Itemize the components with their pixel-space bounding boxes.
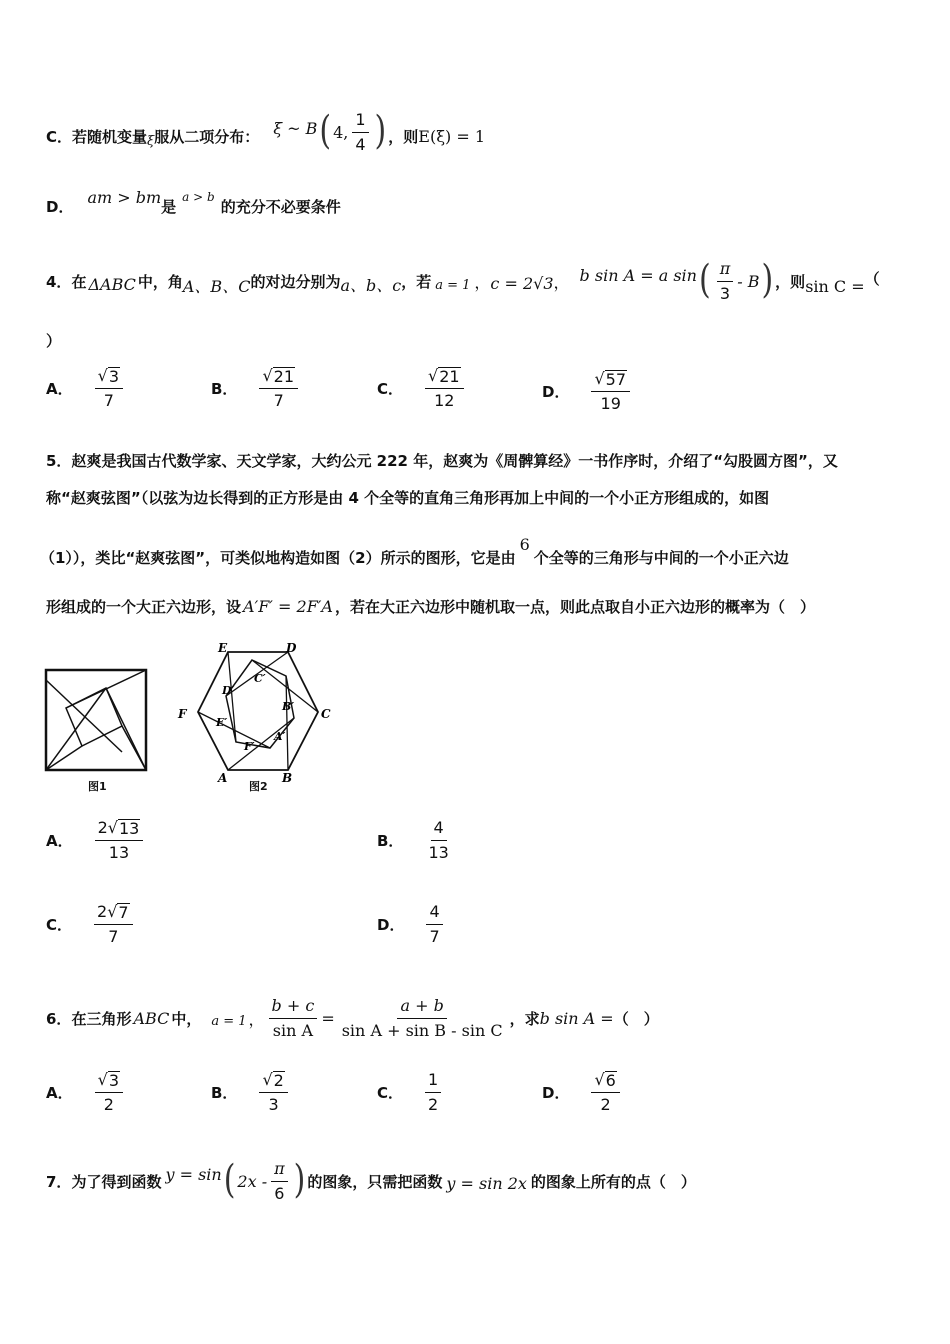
q4-option-b[interactable]: [211, 366, 302, 411]
param-p: [352, 110, 368, 155]
q4-option-d[interactable]: [542, 369, 634, 414]
frac-num: π: [271, 1159, 288, 1182]
label-c-prime: C′: [254, 672, 266, 685]
frac-num: 4: [431, 818, 447, 841]
text: 中，: [171, 1009, 202, 1028]
text: 个全等的三角形与中间的一个小正六边: [533, 548, 789, 567]
radicand: 3: [108, 1071, 119, 1090]
q3-option-d: [46, 186, 341, 226]
question-number: 6．: [46, 1009, 72, 1028]
text: ，则: [388, 127, 419, 146]
text: 的对边分别为: [250, 272, 341, 291]
param-n: 4,: [333, 122, 349, 142]
text: ，求: [509, 1009, 540, 1028]
a-value: a = 1: [435, 277, 471, 293]
radicand: 57: [605, 370, 627, 389]
label-b-prime: B′: [282, 700, 295, 713]
paren-right: ): [374, 108, 387, 155]
c-value: c = 2√3: [490, 273, 554, 293]
radicand: 7: [118, 903, 129, 922]
label-b: B: [282, 771, 293, 785]
paren-right: ): [761, 257, 774, 304]
q5-option-d[interactable]: [377, 902, 447, 947]
angles: A、B、C: [182, 276, 251, 296]
function-2: y = sin 2x: [446, 1173, 527, 1193]
equation-left: b sin A = a sin: [579, 265, 697, 285]
q5-line-3: [40, 536, 789, 578]
option-label: C．: [377, 380, 404, 398]
condition: A′F′ = 2F′A: [243, 597, 333, 616]
frac-den: 4: [355, 134, 366, 154]
pi-over-6: [271, 1159, 288, 1204]
radicand: 21: [273, 367, 294, 386]
radicand: 13: [119, 819, 140, 838]
figure-2: [174, 638, 344, 788]
label-a: A: [218, 771, 228, 785]
option-label: B．: [377, 832, 404, 850]
paren-left: (: [319, 108, 332, 155]
text: 赵爽是我国古代数学家、天文学家，大约公元 222 年，赵爽为《周髀算经》一书作序时，介绍了“勾股圆方图”，又: [71, 452, 838, 470]
paren: （ ）: [613, 1009, 659, 1028]
q6-option-c[interactable]: [377, 1070, 445, 1115]
q4-stem: [46, 252, 880, 310]
frac-num: a + b: [397, 996, 446, 1019]
q4-option-c[interactable]: [377, 366, 468, 411]
text: 的充分不必要条件: [220, 197, 341, 216]
option-value: [259, 1070, 287, 1115]
q6-option-d[interactable]: [542, 1070, 624, 1115]
rhs-fraction: [339, 996, 506, 1041]
paren-left: (: [223, 1157, 236, 1204]
text: （1）），类比“赵爽弦图”，可类似地构造如图（2）所示的图形，它是由: [40, 548, 516, 567]
frac-num: 2 √ 13: [95, 818, 144, 841]
figure-1: [44, 668, 148, 772]
question-number: 7．: [46, 1172, 72, 1191]
radicand: 6: [605, 1071, 616, 1090]
text: 在三角形: [71, 1009, 132, 1028]
q6-stem: [46, 982, 659, 1054]
radicand: 3: [108, 367, 119, 386]
frac-num: √ 3: [95, 366, 123, 389]
figure-1-caption: 图1: [88, 780, 107, 793]
q4-paren-close: [46, 330, 61, 351]
q4-option-a[interactable]: [46, 366, 127, 411]
comma: ，: [474, 272, 491, 292]
label-e-prime: E′: [216, 716, 228, 729]
frac-den: 12: [434, 391, 455, 410]
minus-b: - B: [737, 271, 760, 291]
label-f: F: [178, 707, 187, 721]
figure-2-caption: 图2: [249, 780, 268, 793]
frac-den: 2: [600, 1095, 611, 1114]
q5-option-b[interactable]: [377, 818, 456, 863]
q7-stem: [46, 1152, 696, 1210]
question-number: 4．: [46, 272, 72, 291]
frac-den: 2: [428, 1095, 439, 1114]
frac-den: 3: [719, 283, 731, 303]
frac-den: 3: [268, 1095, 279, 1114]
option-label: D．: [46, 197, 74, 216]
paren-open: （: [864, 269, 880, 288]
frac-num: √ 2: [259, 1070, 287, 1093]
radicand: 2: [273, 1071, 284, 1090]
text: 是: [161, 197, 177, 216]
frac-num: √ 57: [591, 369, 630, 392]
q5-option-a[interactable]: [46, 818, 147, 863]
frac-num: 1: [425, 1070, 441, 1093]
coefficient: 2: [97, 818, 108, 837]
option-value: [95, 1070, 123, 1115]
text: 形组成的一个大正六边形，设: [46, 598, 242, 616]
ask: b sin A =: [539, 1008, 614, 1028]
paren-close: ）: [46, 332, 62, 350]
q5-line-4: [46, 596, 815, 617]
option-value: [95, 366, 123, 411]
frac-den: 7: [429, 927, 440, 946]
q3-option-c: [46, 108, 485, 164]
ask-sinc: sin C =: [805, 276, 865, 296]
a-value: a = 1: [211, 1013, 247, 1029]
text: 的图象，只需把函数: [307, 1172, 443, 1191]
option-label: C．: [46, 916, 73, 934]
option-label: C．: [46, 127, 73, 146]
frac-num: √ 21: [425, 366, 464, 389]
coefficient: 2: [97, 902, 108, 921]
option-value: [425, 1070, 441, 1115]
text: 的图象上所有的点（ ）: [530, 1172, 696, 1191]
label-d: D: [286, 641, 297, 655]
label-d-prime: D′: [222, 684, 235, 697]
text: 为了得到函数: [71, 1172, 162, 1191]
function-1-left: y = sin: [165, 1164, 222, 1184]
frac-den: 13: [108, 843, 130, 862]
label-e: E: [218, 641, 228, 655]
comma: ，: [248, 1009, 265, 1029]
frac-num: √ 3: [95, 1070, 123, 1093]
frac-num: √ 6: [591, 1070, 619, 1093]
triangle: ABC: [133, 1008, 170, 1028]
label-f-prime: F′: [244, 740, 255, 753]
option-label: B．: [211, 380, 238, 398]
condition-2: a > b: [182, 190, 215, 204]
frac-den: 6: [274, 1183, 285, 1203]
number-six: 6: [519, 534, 530, 554]
label-a-prime: A′: [274, 730, 286, 743]
radicand: 21: [439, 367, 460, 386]
option-label: A．: [46, 1084, 73, 1102]
triangle: ΔABC: [88, 274, 136, 294]
distribution: ξ ~ B: [273, 118, 318, 138]
expectation: E(ξ) = 1: [418, 126, 486, 146]
option-label: D．: [542, 1084, 570, 1102]
q5-line-1: [46, 450, 838, 471]
frac-den: 19: [600, 394, 621, 413]
frac-den: 7: [103, 391, 114, 410]
q6-option-b[interactable]: [211, 1070, 292, 1115]
text: 服从二项分布：: [154, 127, 260, 146]
frac-den: 13: [428, 843, 449, 862]
option-label: A．: [46, 380, 73, 398]
paren-right: ): [293, 1157, 306, 1204]
frac-den: 7: [273, 391, 284, 410]
frac-num: 4: [426, 902, 442, 925]
text: 在: [71, 272, 87, 291]
option-value: [425, 366, 464, 411]
equals: =: [321, 1008, 335, 1028]
option-value: [425, 818, 451, 863]
frac-den: sin A + sin B - sin C: [341, 1020, 503, 1040]
option-label: A．: [46, 832, 73, 850]
option-label: D．: [377, 916, 405, 934]
sides: a、b、c: [340, 275, 402, 295]
text: 称“赵爽弦图”（以弦为边长得到的正方形是由 4 个全等的直角三角形再加上中间的一个小正方形组成的，如图: [46, 489, 770, 507]
comma: ，: [553, 272, 570, 292]
lhs-fraction: [269, 996, 318, 1041]
text: ，若: [401, 272, 432, 291]
frac-den: 7: [108, 927, 119, 946]
frac-num: √ 21: [259, 366, 298, 389]
frac-num: b + c: [269, 996, 318, 1019]
frac-num: 1: [352, 110, 368, 133]
option-label: D．: [542, 383, 570, 401]
text: ，若在大正六边形中随机取一点，则此点取自小正六边形的概率为（ ）: [334, 598, 815, 616]
option-label: C．: [377, 1084, 404, 1102]
q5-line-2: [46, 487, 769, 508]
label-c: C: [321, 707, 331, 721]
xi-symbol: ξ: [147, 133, 155, 149]
option-value: [426, 902, 442, 947]
q6-option-a[interactable]: [46, 1070, 127, 1115]
frac-num: 2 √ 7: [94, 902, 133, 925]
text: 若随机变量: [72, 127, 148, 146]
frac-num: π: [717, 259, 734, 282]
option-label: B．: [211, 1084, 238, 1102]
paren-left: (: [698, 257, 711, 304]
text: ，则: [775, 272, 806, 291]
frac-den: sin A: [272, 1020, 314, 1040]
pi-over-3: [717, 259, 734, 304]
question-number: 5．: [46, 452, 72, 470]
option-value: [591, 369, 630, 414]
frac-den: 2: [103, 1095, 114, 1114]
option-value: [591, 1070, 619, 1115]
option-value: [94, 902, 133, 947]
text: 中，角: [137, 272, 183, 291]
option-value: [95, 818, 144, 863]
option-value: [259, 366, 298, 411]
q5-option-c[interactable]: [46, 902, 137, 947]
condition-1: am > bm: [87, 187, 162, 207]
function-1-inner: 2x -: [237, 1171, 268, 1191]
